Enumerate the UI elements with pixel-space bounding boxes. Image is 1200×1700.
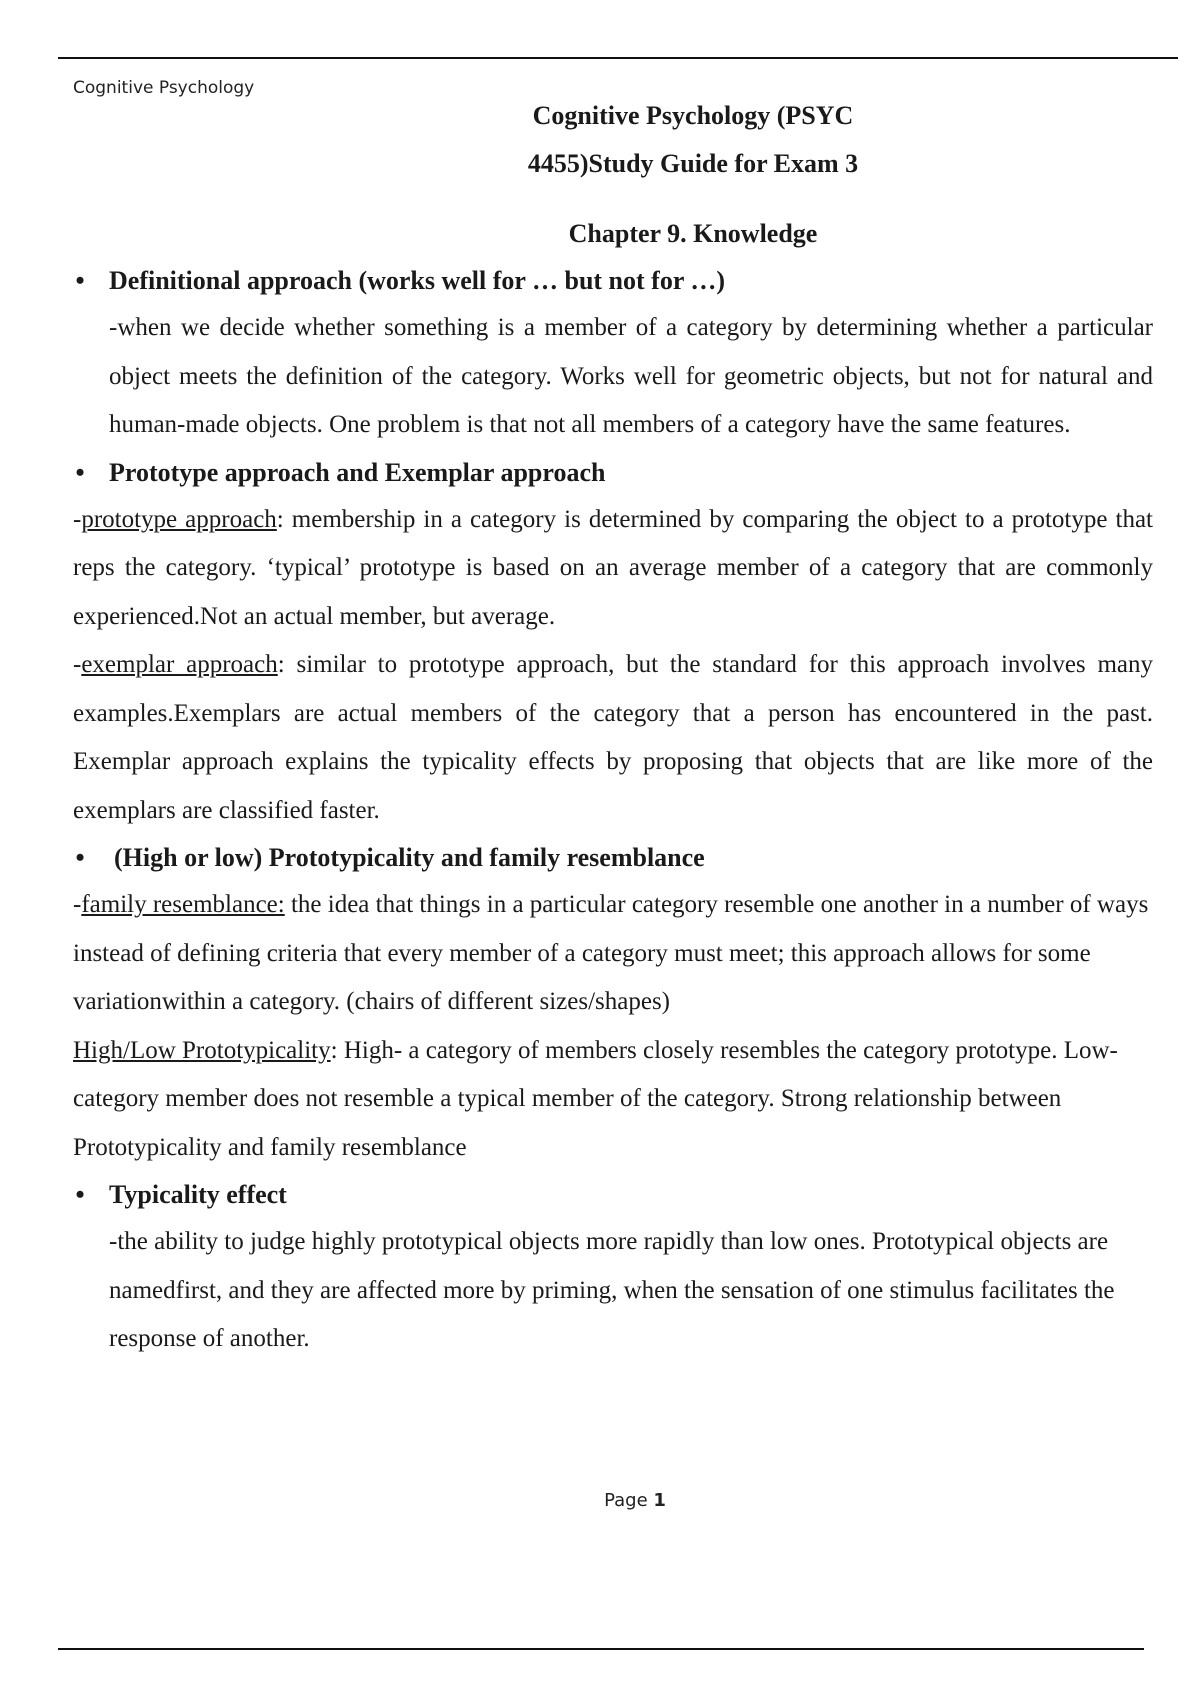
bullet-prototype — [73, 450, 1153, 496]
document-title-line-1: Cognitive Psychology (PSYC — [532, 101, 854, 130]
chapter-heading: Chapter 9. Knowledge — [568, 219, 818, 248]
prototypicality-term: High/Low Prototypicality — [73, 1036, 331, 1064]
typicality-heading: Typicality effect — [109, 1180, 287, 1209]
definitional-heading: Definitional approach (works well for … but not for …) — [109, 266, 726, 295]
bullet-icon: • — [75, 266, 85, 295]
page-content — [73, 92, 1153, 1364]
exemplar-term: exemplar approach — [81, 651, 278, 678]
prototypicality-paragraph — [73, 1027, 1153, 1173]
prototypicality-text: : High- a category of members closely resembles the category prototype. Low-category member does not resemble a typical member of the category. Strong relationship between Prototypicality and family resemblance — [73, 1036, 1118, 1161]
prototype-text: : membership in a category is determined by comparing the object to a prototype that reps the category. ‘typical’ prototype is based on an average member of a category that are commonly experienced.Not an actual member, but average. — [73, 505, 1153, 630]
prototype-heading: Prototype approach and Exemplar approach — [109, 457, 606, 487]
page-number: 1 — [653, 1490, 666, 1511]
definitional-text: -when we decide whether something is a member of a category by determining whether a particular object meets the definition of the category. Works well for geometric objects, but not for natural and human-made objects. One problem is that not all members of a category have the same features. — [109, 314, 1153, 438]
family-term: family resemblance: — [81, 891, 285, 918]
page-label: Page — [604, 1490, 648, 1511]
top-rule — [58, 57, 1178, 59]
bottom-rule — [58, 1648, 1144, 1650]
bullet-icon: • — [75, 1180, 85, 1209]
bullet-family — [73, 835, 1153, 881]
family-text: the idea that things in a particular category resemble one another in a number of ways instead of defining criteria that every member of a category must meet; this approach allows for some variationwithin a category. (chairs of different sizes/shapes) — [73, 891, 1149, 1015]
exemplar-paragraph: -exemplar approach: similar to prototype approach, but the standard for this approach involves many examples.Exemplars are actual members of the category that a person has encountered in the past. Exemplar approach explains the typicality effects by proposing that objects that are like more of the exemplars are classified faster. — [73, 651, 1153, 824]
document-title-line-2: 4455)Study Guide for Exam 3 — [527, 149, 859, 178]
exemplar-text: : similar to prototype approach, but the standard for this approach involves many examples.Exemplars are actual members of the category that a person has encountered in the past. Exemplar approach explains the typicality effects by proposing that objects that are like more of the exemplars are classified faster. — [73, 651, 1153, 824]
prototype-term: prototype approach — [81, 505, 277, 533]
family-paragraph: -family resemblance: the idea that things in a particular category resemble one another in a number of ways instead of defining criteria that every member of a category must meet; this approach allows for some variationwithin a category. (chairs of different sizes/shapes) — [73, 891, 1149, 1015]
typicality-text: -the ability to judge highly prototypical objects more rapidly than low ones. Prototypical objects are namedfirst, and they are affected more by priming, when the sensation of one stimulus facilitates the response of another. — [109, 1228, 1115, 1352]
prototype-paragraph: -prototype approach: membership in a category is determined by comparing the object to a prototype that reps the category. ‘typical’ prototype is based on an average member of a category that are commonly experienced.Not an actual member, but average. — [73, 505, 1153, 630]
bullet-typicality — [73, 1172, 1153, 1218]
bullet-icon: • — [75, 457, 85, 487]
bullet-icon: • — [75, 843, 85, 872]
running-header: Cognitive Psychology — [73, 78, 255, 98]
page-footer — [0, 1490, 1200, 1511]
family-heading: (High or low) Prototypicality and family resemblance — [114, 843, 705, 872]
bullet-definitional — [73, 258, 1153, 304]
